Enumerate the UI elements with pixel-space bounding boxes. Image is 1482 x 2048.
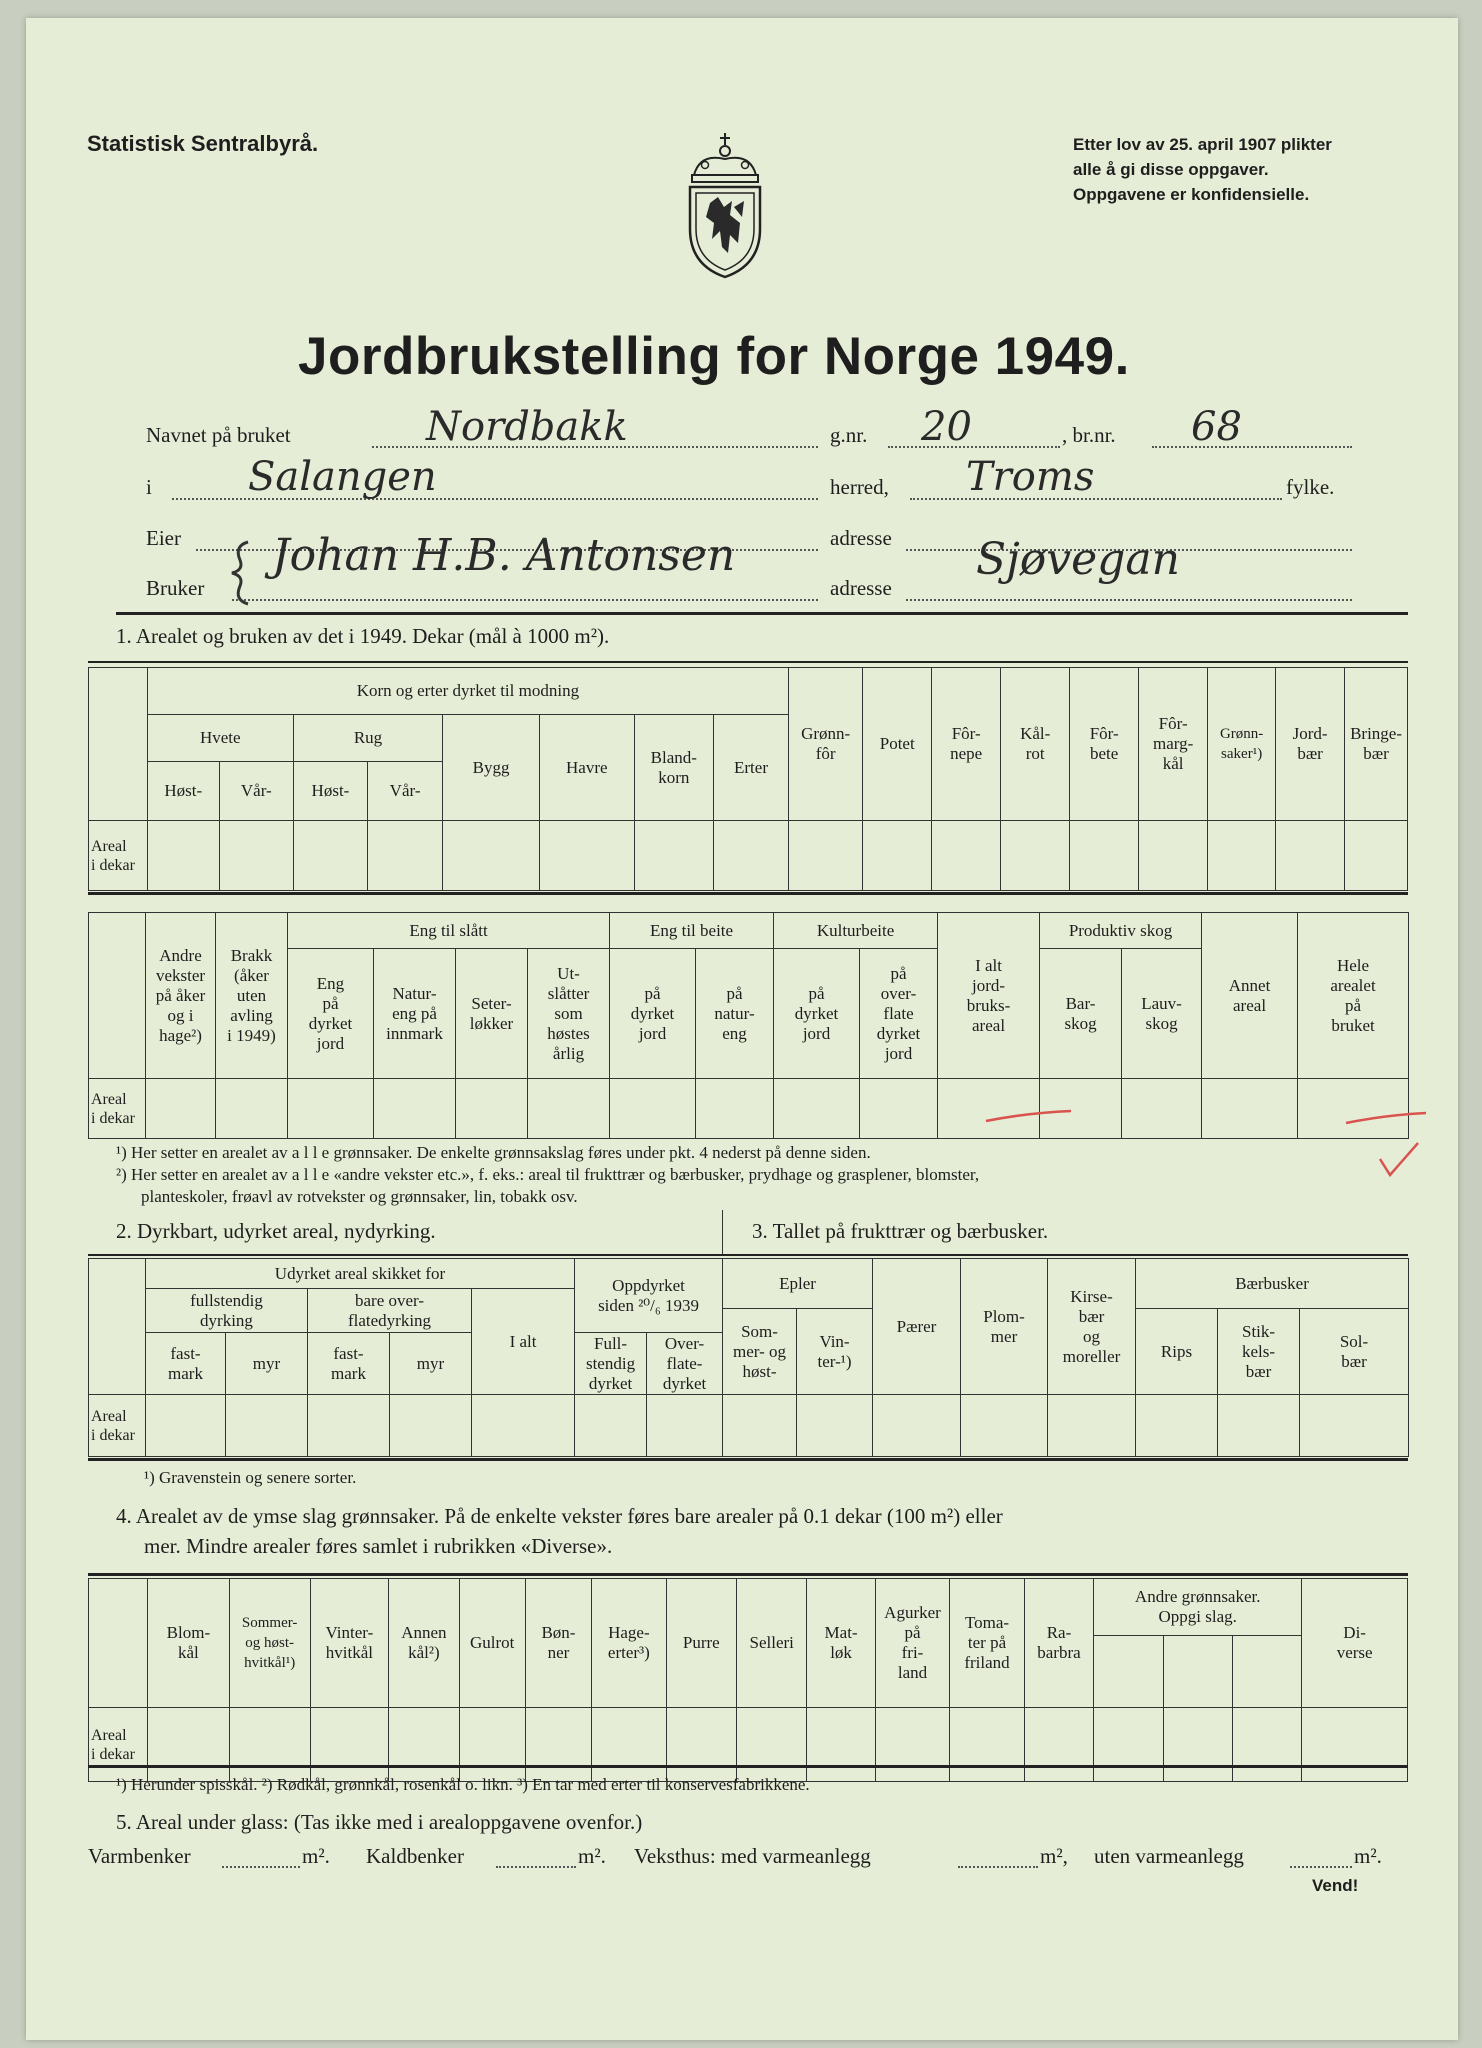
col-header: Vin- ter-¹) <box>797 1309 873 1395</box>
input-cell[interactable] <box>634 821 713 891</box>
col-header: på over- flate dyrket jord <box>860 949 938 1079</box>
input-cell[interactable] <box>368 821 443 891</box>
input-cell[interactable] <box>216 1079 288 1139</box>
col-header: Natur- eng på innmark <box>374 949 456 1079</box>
col-header: på natur- eng <box>696 949 774 1079</box>
col-header: Høst- <box>293 762 367 821</box>
bruker-adresse-label: adresse <box>830 576 892 600</box>
col-header: Bringe- bær <box>1345 668 1408 821</box>
input-cell[interactable] <box>961 1395 1048 1457</box>
oppdyrket-header: Oppdyrket siden ²⁰/₆ 1939 <box>575 1259 723 1333</box>
col-header: fast- mark <box>146 1333 226 1395</box>
input-cell[interactable] <box>1302 1708 1408 1782</box>
veksthus-label: Veksthus: med varmeanlegg <box>634 1844 871 1868</box>
input-cell[interactable] <box>374 1079 456 1139</box>
input-cell[interactable] <box>1218 1395 1300 1457</box>
input-cell[interactable] <box>1345 821 1408 891</box>
input-cell[interactable] <box>226 1395 308 1457</box>
varmbenker-label: Varmbenker <box>88 1844 191 1868</box>
divider <box>88 1573 1408 1576</box>
col-header: Sommer- og høst- hvitkål¹) <box>229 1579 310 1708</box>
col-header: Fôr- marg- kål <box>1139 668 1208 821</box>
input-cell[interactable] <box>932 821 1001 891</box>
col-header: Kål- rot <box>1001 668 1070 821</box>
herred-value: Salangen <box>248 454 437 500</box>
law-notice <box>1073 132 1332 207</box>
col-header: Vinter- hvitkål <box>310 1579 389 1708</box>
fylke-value: Troms <box>966 454 1095 500</box>
row-label-line: i dekar <box>91 1745 135 1763</box>
divider <box>116 612 1408 615</box>
col-header: I alt jord- bruks- areal <box>938 913 1040 1079</box>
col-header: myr <box>390 1333 472 1395</box>
input-cell[interactable] <box>390 1395 472 1457</box>
input-cell[interactable] <box>229 1708 310 1782</box>
bruker-adresse-line <box>906 599 1352 601</box>
form-title: Jordbrukstelling for Norge 1949. <box>298 327 1130 386</box>
bruker-label: Bruker <box>146 576 205 600</box>
col-header: Agurker på fri- land <box>875 1579 950 1708</box>
input-cell[interactable] <box>308 1395 390 1457</box>
col-header: Grønn- fôr <box>789 668 863 821</box>
col-header: Rips <box>1136 1309 1218 1395</box>
col-header: Hele arealet på bruket <box>1298 913 1409 1079</box>
input-cell[interactable] <box>459 1708 525 1782</box>
col-header: Over- flate- dyrket <box>647 1333 723 1395</box>
corner-cell <box>89 913 146 1079</box>
col-header: Hage- erter³) <box>592 1579 667 1708</box>
col-header: Potet <box>863 668 932 821</box>
col-header: Havre <box>539 715 634 821</box>
unit-label: m². <box>1354 1844 1382 1868</box>
bruk-label: Navnet på bruket <box>146 423 291 447</box>
col-header: myr <box>226 1333 308 1395</box>
fylke-label: fylke. <box>1286 475 1335 499</box>
brace-icon <box>226 538 256 608</box>
input-cell[interactable] <box>1163 1636 1232 1708</box>
input-cell[interactable] <box>807 1708 875 1782</box>
uten-label: uten varmeanlegg <box>1094 1844 1244 1868</box>
input-cell[interactable] <box>1094 1708 1163 1782</box>
row-label-line: Areal <box>91 1726 127 1744</box>
col-header: på dyrket jord <box>774 949 860 1079</box>
col-header: Bland- korn <box>634 715 713 821</box>
bruk-value: Nordbakk <box>426 404 628 450</box>
input-cell[interactable] <box>860 1079 938 1139</box>
gnr-value: 20 <box>921 404 972 450</box>
adresse-value: Sjøvegan <box>976 534 1180 585</box>
input-cell[interactable] <box>950 1708 1025 1782</box>
coat-of-arms-icon <box>680 131 770 281</box>
section-4-title: 4. Arealet av de ymse slag grønnsaker. På de enkelte vekster føres bare arealer på 0.1 dekar (100 m²) eller <box>116 1504 1003 1528</box>
col-header: Sol- bær <box>1300 1309 1409 1395</box>
brnr-value: 68 <box>1191 404 1242 450</box>
unit-label: m², <box>1040 1844 1068 1868</box>
col-header: Brakk (åker uten avling i 1949) <box>216 913 288 1079</box>
brnr-label: , br.nr. <box>1062 423 1116 447</box>
col-header: Erter <box>713 715 788 821</box>
row-label-line: Areal <box>91 1090 127 1108</box>
col-header: på dyrket jord <box>610 949 696 1079</box>
table-cultivable <box>88 1258 723 1457</box>
col-header: Fôr- nepe <box>932 668 1001 821</box>
kaldbenker-label: Kaldbenker <box>366 1844 464 1868</box>
section-4-subtitle: mer. Mindre arealer føres samlet i rubrikken «Diverse». <box>144 1534 613 1558</box>
col-header: Seter- løkker <box>456 949 528 1079</box>
table-vegetables <box>88 1578 1408 1782</box>
kulturbeite-header: Kulturbeite <box>774 913 938 949</box>
input-cell[interactable] <box>575 1395 647 1457</box>
row-label <box>89 821 148 891</box>
col-header: Mat- løk <box>807 1579 875 1708</box>
footnote: ¹) Her setter en arealet av a l l e grønnsaker. De enkelte grønnsakslag føres under pkt. 4 nederst på denne siden. <box>116 1143 871 1162</box>
input-cell[interactable] <box>1070 821 1139 891</box>
col-header: Pærer <box>873 1259 961 1395</box>
input-cell[interactable] <box>1048 1395 1136 1457</box>
col-header: Purre <box>666 1579 736 1708</box>
divider <box>722 1210 723 1254</box>
bare-header: bare over- flatedyrking <box>308 1289 472 1333</box>
input-cell[interactable] <box>713 821 788 891</box>
red-check-marks-icon <box>956 1093 1456 1183</box>
input-cell[interactable] <box>647 1395 723 1457</box>
corner-cell <box>89 668 148 821</box>
table-fruit-trees <box>722 1258 1409 1457</box>
col-header: Bar- skog <box>1040 949 1122 1079</box>
row-label-line: i dekar <box>91 856 135 874</box>
col-header: Full- stendig dyrket <box>575 1333 647 1395</box>
bruker-line <box>232 599 818 601</box>
kaldbenker-line[interactable] <box>496 1866 576 1868</box>
col-header: Bøn- ner <box>525 1579 591 1708</box>
col-header: Ut- slåtter som høstes årlig <box>528 949 610 1079</box>
input-cell[interactable] <box>528 1079 610 1139</box>
law-notice-line: Etter lov av 25. april 1907 plikter <box>1073 135 1332 154</box>
col-header: fast- mark <box>308 1333 390 1395</box>
input-cell[interactable] <box>1232 1636 1301 1708</box>
input-cell[interactable] <box>310 1708 389 1782</box>
eier-adresse-label: adresse <box>830 526 892 550</box>
input-cell[interactable] <box>472 1395 575 1457</box>
input-cell[interactable] <box>219 821 293 891</box>
divider <box>88 1254 1408 1256</box>
input-cell[interactable] <box>863 821 932 891</box>
unit-label: m². <box>302 1844 330 1868</box>
brnr-line <box>1152 446 1352 448</box>
row-label <box>89 1395 146 1457</box>
col-header: Blom- kål <box>148 1579 230 1708</box>
herred-label: herred, <box>830 475 889 499</box>
section-3-title: 3. Tallet på frukttrær og bærbusker. <box>752 1219 1049 1243</box>
footnote: ²) Her setter en arealet av a l l e «andre vekster etc.», f. eks.: areal til frukttrær og bærbusker, prydhage og grasplener, blomster, <box>116 1165 980 1184</box>
divider <box>88 892 1408 895</box>
row-label-line: i dekar <box>91 1426 135 1444</box>
col-header: Stik- kels- bær <box>1218 1309 1300 1395</box>
input-cell[interactable] <box>1276 821 1345 891</box>
law-notice-line: alle å gi disse oppgaver. <box>1073 160 1269 179</box>
input-cell[interactable] <box>696 1079 774 1139</box>
input-cell[interactable] <box>1163 1708 1232 1782</box>
input-cell[interactable] <box>1300 1395 1409 1457</box>
col-header: Plom- mer <box>961 1259 1048 1395</box>
table-crops <box>88 667 1408 891</box>
input-cell[interactable] <box>1136 1395 1218 1457</box>
col-header: Vår- <box>219 762 293 821</box>
law-notice-line: Oppgavene er konfidensielle. <box>1073 185 1310 204</box>
input-cell[interactable] <box>443 821 540 891</box>
footnote: planteskoler, frøavl av rotvekster og grønnsaker, lin, tobakk osv. <box>141 1187 578 1206</box>
input-cell[interactable] <box>1024 1708 1093 1782</box>
footnote: ¹) Herunder spisskål. ²) Rødkål, grønnkål, rosenkål o. likn. ³) En tar med erter til konservesfabrikkene. <box>116 1775 810 1794</box>
varmbenker-line[interactable] <box>222 1866 300 1868</box>
col-header: Som- mer- og høst- <box>723 1309 797 1395</box>
col-header: Vår- <box>368 762 443 821</box>
row-label-line: Areal <box>91 1407 127 1425</box>
input-cell[interactable] <box>525 1708 591 1782</box>
epler-header: Epler <box>723 1259 873 1309</box>
col-header: Gulrot <box>459 1579 525 1708</box>
input-cell[interactable] <box>797 1395 873 1457</box>
input-cell[interactable] <box>875 1708 950 1782</box>
divider <box>88 1765 1408 1768</box>
col-header: Eng på dyrket jord <box>288 949 374 1079</box>
input-cell[interactable] <box>666 1708 736 1782</box>
turn-page-label: Vend! <box>1312 1876 1359 1895</box>
baerbusker-header: Bærbusker <box>1136 1259 1409 1309</box>
input-cell[interactable] <box>737 1708 807 1782</box>
col-header: Toma- ter på friland <box>950 1579 1025 1708</box>
input-cell[interactable] <box>723 1395 797 1457</box>
row-label-line: Areal <box>91 837 127 855</box>
input-cell[interactable] <box>610 1079 696 1139</box>
input-cell[interactable] <box>873 1395 961 1457</box>
section-2-title: 2. Dyrkbart, udyrket areal, nydyrking. <box>116 1219 436 1243</box>
col-header: Di- verse <box>1302 1579 1408 1708</box>
korn-header: Korn og erter dyrket til modning <box>147 668 788 715</box>
divider <box>88 1458 1408 1461</box>
agency-name: Statistisk Sentralbyrå. <box>87 131 319 156</box>
eng-beite-header: Eng til beite <box>610 913 774 949</box>
col-header: Andre vekster på åker og i hage²) <box>146 913 216 1079</box>
col-header: Annet areal <box>1202 913 1298 1079</box>
row-label-line: i dekar <box>91 1109 135 1127</box>
divider <box>88 661 1408 663</box>
full-header: fullstendig dyrking <box>146 1289 308 1333</box>
input-cell[interactable] <box>1094 1636 1163 1708</box>
ialt-header: I alt <box>472 1289 575 1395</box>
input-cell[interactable] <box>1001 821 1070 891</box>
input-cell[interactable] <box>146 1079 216 1139</box>
col-header: Lauv- skog <box>1122 949 1202 1079</box>
veksthus-varme-line[interactable] <box>958 1866 1038 1868</box>
col-header: Bygg <box>443 715 540 821</box>
col-header: Selleri <box>737 1579 807 1708</box>
input-cell[interactable] <box>1208 821 1276 891</box>
input-cell[interactable] <box>147 821 219 891</box>
corner-cell <box>89 1259 146 1395</box>
input-cell[interactable] <box>456 1079 528 1139</box>
col-header: Annen kål²) <box>389 1579 459 1708</box>
input-cell[interactable] <box>389 1708 459 1782</box>
corner-cell <box>89 1579 148 1708</box>
census-form <box>26 18 1458 2040</box>
eier-label: Eier <box>146 526 181 550</box>
col-header: Kirse- bær og moreller <box>1048 1259 1136 1395</box>
input-cell[interactable] <box>539 821 634 891</box>
input-cell[interactable] <box>1139 821 1208 891</box>
udyrket-header: Udyrket areal skikket for <box>146 1259 575 1289</box>
input-cell[interactable] <box>146 1395 226 1457</box>
unit-label: m². <box>578 1844 606 1868</box>
col-header: Jord- bær <box>1276 668 1345 821</box>
footnote: ¹) Gravenstein og senere sorter. <box>144 1468 357 1487</box>
section-1-title: 1. Arealet og bruken av det i 1949. Dekar (mål à 1000 m²). <box>116 624 610 648</box>
andre-header: Andre grønnsaker. Oppgi slag. <box>1094 1579 1302 1636</box>
input-cell[interactable] <box>774 1079 860 1139</box>
section-5-title: 5. Areal under glass: (Tas ikke med i arealoppgavene ovenfor.) <box>116 1810 643 1834</box>
row-label <box>89 1708 148 1782</box>
row-label <box>89 1079 146 1139</box>
eng-slatt-header: Eng til slått <box>288 913 610 949</box>
gnr-label: g.nr. <box>830 423 868 447</box>
skog-header: Produktiv skog <box>1040 913 1202 949</box>
veksthus-uten-line[interactable] <box>1290 1866 1352 1868</box>
owner-value: Johan H.B. Antonsen <box>272 530 736 581</box>
i-label: i <box>146 475 152 499</box>
col-header: Ra- barbra <box>1024 1579 1093 1708</box>
input-cell[interactable] <box>293 821 367 891</box>
gnr-line <box>888 446 1060 448</box>
input-cell[interactable] <box>789 821 863 891</box>
col-header: Grønn- saker¹) <box>1208 668 1276 821</box>
input-cell[interactable] <box>1232 1708 1301 1782</box>
input-cell[interactable] <box>148 1708 230 1782</box>
col-header: Fôr- bete <box>1070 668 1139 821</box>
hvete-header: Hvete <box>147 715 293 762</box>
col-header: Høst- <box>147 762 219 821</box>
input-cell[interactable] <box>592 1708 667 1782</box>
rug-header: Rug <box>293 715 442 762</box>
input-cell[interactable] <box>288 1079 374 1139</box>
